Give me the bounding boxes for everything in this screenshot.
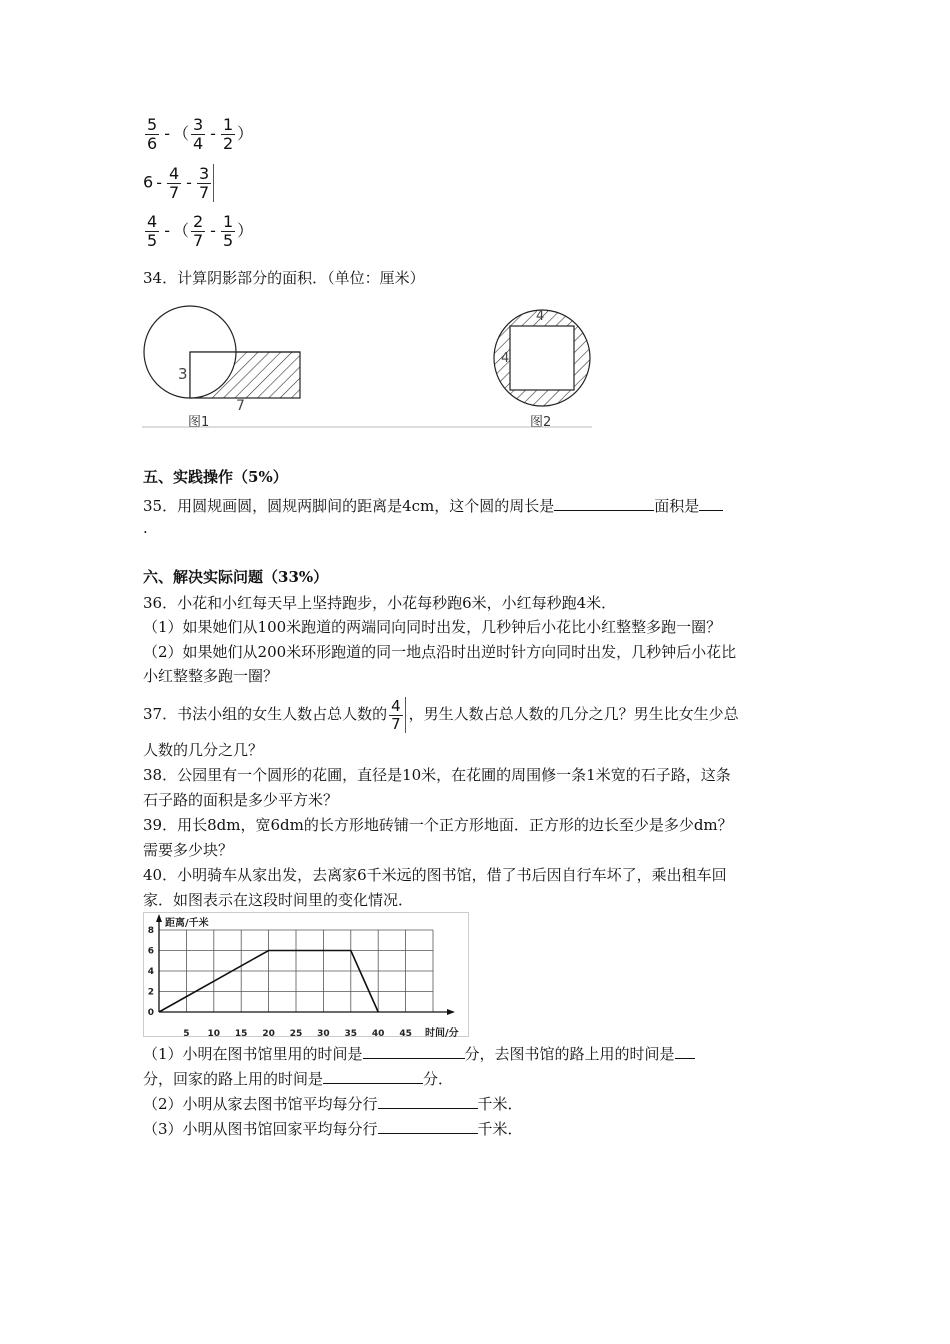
fraction: $\frac{2}{7}$: [192, 212, 204, 250]
figure-2: [494, 309, 590, 430]
x-tick-label: 35: [344, 1029, 358, 1037]
expression-1: $\frac{5}{6}$ - （ $\frac{3}{4}$ - $\frac{1}{2}$ ）: [147, 115, 254, 153]
distance-time-chart: [143, 912, 469, 1037]
question-40-part-2: （2）小明从家去图书馆平均每分行 千米．: [143, 1092, 523, 1114]
x-tick-label: 5: [183, 1029, 190, 1037]
x-tick-label: 15: [234, 1029, 248, 1037]
y-tick-label: 2: [147, 987, 154, 998]
x-tick-label: 45: [399, 1029, 412, 1037]
question-36-line-4: 小红整整多跑一圈？: [143, 667, 279, 685]
x-tick-label: 25: [289, 1029, 303, 1037]
x-tick-label: 30: [317, 1029, 330, 1037]
answer-blank[interactable]: [699, 494, 723, 511]
question-35-end: .: [143, 519, 148, 537]
question-36-line-1: 36．小花和小红每天早上坚持跑步，小花每秒跑6米，小红每秒跑4米．: [143, 594, 617, 612]
answer-blank[interactable]: [675, 1042, 695, 1059]
x-axis-label: 时间/分: [425, 1028, 459, 1037]
answer-blank[interactable]: [323, 1067, 423, 1084]
x-tick-label: 40: [371, 1029, 385, 1037]
y-axis-label: 距离/千米: [165, 918, 209, 929]
shaded-area-figures: [140, 300, 595, 430]
left-side-label: 4: [501, 351, 510, 366]
expression-2: 6 - $\frac{4}{7}$ - $\frac{3}{7}$: [143, 164, 214, 202]
fraction: $\frac{1}{2}$: [222, 115, 234, 153]
question-36-line-2: （1）如果她们从100米跑道的两端同向同时出发，几秒钟后小花比小红整整多跑一圈？: [143, 618, 722, 636]
question-38-line-1: 38．公园里有一个圆形的花圃，直径是10米，在花圃的周围修一条1米宽的石子路，这条: [143, 766, 731, 784]
fraction: $\frac{3}{7}$: [198, 163, 210, 202]
question-39-line-1: 39．用长8dm，宽6dm的长方形地砖铺一个正方形地面．正方形的边长至少是多少dm？: [143, 816, 733, 834]
question-37: 37．书法小组的女生人数占总人数的 $\frac{4}{7}$ ，男生人数占总人数的几分之几？男生比女生少总: [143, 696, 739, 733]
answer-blank[interactable]: [554, 494, 654, 511]
question-35: 35．用圆规画圆，圆规两脚间的距离是4cm，这个圆的周长是 面积是: [143, 494, 723, 516]
question-40-part-1: （1）小明在图书馆里用的时间是 分，去图书馆的路上用的时间是: [143, 1042, 695, 1064]
length-label: 7: [236, 398, 245, 414]
answer-blank[interactable]: [378, 1117, 478, 1134]
question-38-line-2: 石子路的面积是多少平方米？: [143, 791, 339, 809]
answer-blank[interactable]: [378, 1092, 478, 1109]
top-side-label: 4: [536, 309, 545, 324]
y-tick-label: 6: [147, 946, 154, 957]
question-40-part-3: （3）小明从图书馆回家平均每分行 千米．: [143, 1117, 523, 1139]
question-36-line-3: （2）如果她们从200米环形跑道的同一地点沿时出逆时针方向同时出发，几秒钟后小花比: [143, 643, 737, 661]
y-tick-label: 8: [147, 926, 154, 936]
answer-blank[interactable]: [363, 1042, 465, 1059]
fraction: $\frac{4}{7}$: [168, 163, 180, 202]
question-40-line-2: 家．如图表示在这段时间里的变化情况．: [143, 891, 414, 909]
section-5-heading: 五、实践操作（5%）: [143, 468, 288, 486]
question-40-part-1-cont: 分，回家的路上用的时间是 分．: [143, 1067, 453, 1089]
question-40-line-1: 40．小明骑车从家出发，去离家6千米远的图书馆，借了书后因自行车坏了，乘出租车回: [143, 866, 727, 884]
figure-2-caption: 图2: [530, 415, 552, 430]
y-tick-label: 0: [147, 1008, 154, 1018]
x-tick-label: 10: [207, 1029, 221, 1037]
figure-1-caption: 图1: [188, 415, 210, 430]
fraction: $\frac{1}{5}$: [222, 212, 234, 250]
figure-1: [144, 306, 300, 430]
fraction: $\frac{4}{7}$: [391, 696, 401, 733]
fraction: $\frac{5}{6}$: [147, 115, 158, 153]
fraction: $\frac{4}{5}$: [147, 212, 158, 250]
inner-square: [510, 326, 574, 390]
radius-label: 3: [178, 365, 188, 383]
question-37-line-2: 人数的几分之几？: [143, 741, 264, 759]
fraction: $\frac{3}{4}$: [192, 115, 204, 153]
section-6-heading: 六、解决实际问题（33%）: [143, 568, 329, 586]
y-tick-label: 4: [147, 967, 154, 977]
expression-3: $\frac{4}{5}$ - （ $\frac{2}{7}$ - $\frac{1}{5}$ ）: [147, 212, 254, 250]
x-tick-label: 20: [262, 1029, 275, 1037]
question-39-line-2: 需要多少块？: [143, 841, 234, 859]
question-34: 34．计算阴影部分的面积．（单位：厘米）: [143, 269, 425, 287]
